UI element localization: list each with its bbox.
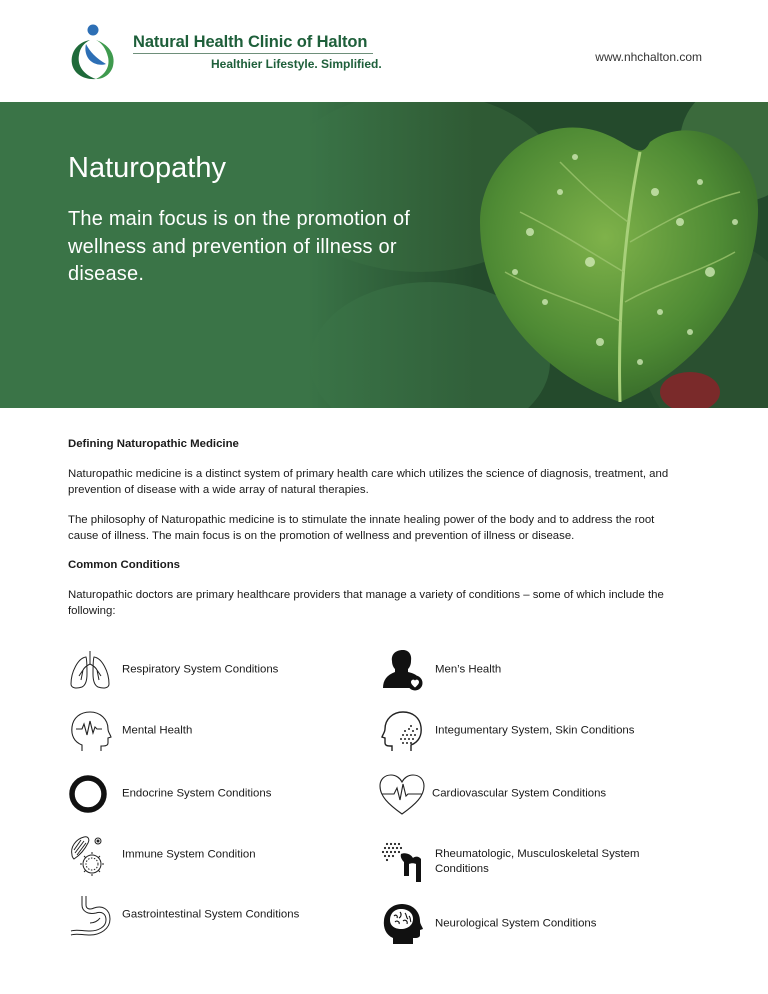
clinic-logo-icon	[66, 22, 120, 82]
condition-label: Cardiovascular System Conditions	[432, 787, 607, 800]
condition-label: Immune System Condition	[122, 848, 256, 861]
cells-icon	[68, 833, 112, 877]
condition-label: Men’s Health	[435, 663, 502, 676]
brand-divider	[133, 53, 373, 54]
condition-label: Neurological System Conditions	[435, 917, 597, 930]
head-skin-icon	[381, 709, 425, 753]
brand-name: Natural Health Clinic of Halton	[133, 33, 368, 51]
page-title: Naturopathy	[68, 152, 226, 184]
brand-tagline: Healthier Lifestyle. Simplified.	[211, 57, 382, 71]
condition-label: Respiratory System Conditions	[122, 663, 279, 676]
defining-paragraph-1: Naturopathic medicine is a distinct system of primary health care which utilizes the science of diagnosis, treatment, and prevention of disease with a wide array of natural therapies.	[68, 468, 669, 496]
defining-heading: Defining Naturopathic Medicine	[68, 438, 239, 450]
ring-icon	[68, 772, 112, 816]
hero-subtitle: The main focus is on the promotion of wellness and prevention of illness or disease.	[68, 208, 411, 285]
man-heart-icon	[381, 648, 425, 692]
hero-banner	[0, 102, 768, 408]
conditions-intro: Naturopathic doctors are primary healthcare providers that manage a variety of conditions – some of which include the following:	[68, 589, 664, 617]
condition-label: Mental Health	[122, 724, 193, 737]
condition-label: Endocrine System Conditions	[122, 787, 272, 800]
defining-paragraph-2: The philosophy of Naturopathic medicine is to stimulate the innate healing power of the body and to address the root cause of illness. The main focus is on the promotion of wellness and prevention of illness or disease.	[68, 514, 655, 542]
condition-label: Rheumatologic, Musculoskeletal System Conditions	[435, 848, 640, 875]
condition-label: Integumentary System, Skin Conditions	[435, 724, 635, 737]
condition-label: Gastrointestinal System Conditions	[122, 908, 300, 921]
joint-icon	[381, 840, 425, 884]
brain-head-icon	[381, 902, 425, 946]
lungs-icon	[68, 648, 112, 692]
conditions-heading: Common Conditions	[68, 559, 180, 571]
heart-pulse-icon	[378, 772, 426, 816]
website-link[interactable]: www.nhchalton.com	[595, 50, 702, 64]
page-header	[0, 0, 768, 102]
stomach-icon	[68, 893, 112, 937]
head-pulse-icon	[68, 709, 112, 753]
